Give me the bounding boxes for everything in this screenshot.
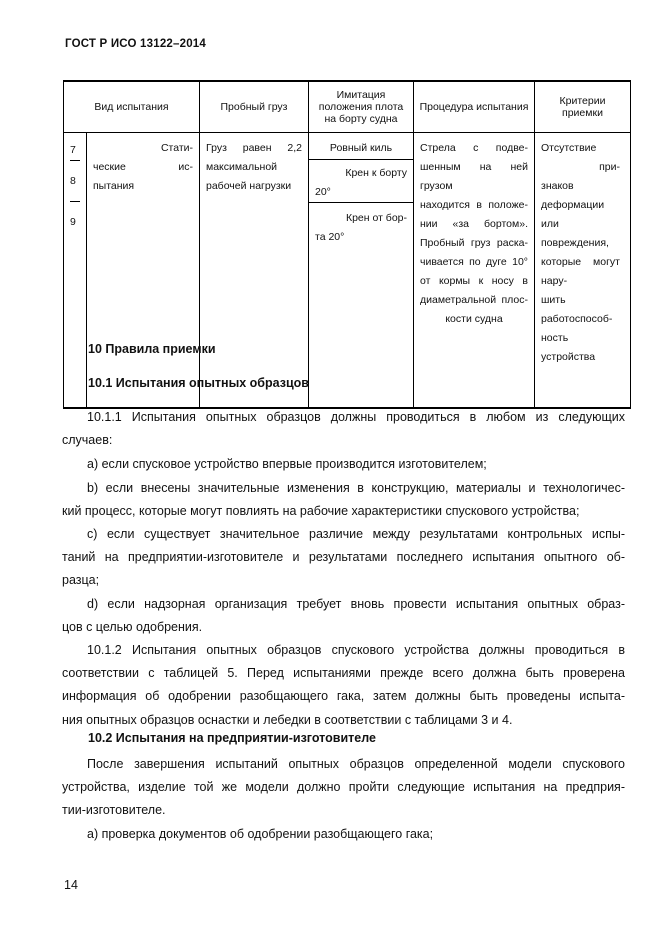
subsection-heading: 10.1 Испытания опытных образцов — [88, 376, 309, 390]
criteria-line: знаков деформации — [541, 180, 605, 211]
item-b — [62, 477, 625, 523]
row-number: 9 — [70, 216, 76, 228]
criteria-line: шить работоспособ- — [541, 294, 613, 325]
load-cell — [200, 133, 309, 409]
section-heading: 10 Правила приемки — [88, 342, 216, 356]
criteria-line: которые могут нару- — [541, 256, 620, 287]
procedure-line: от кормы к носу в — [420, 275, 528, 287]
text-line: цов с целью одобрения. — [62, 620, 203, 635]
imitation-line: Крен к борту — [345, 167, 407, 179]
text-line: 10.1.1 Испытания опытных образцов должны проводиться в любом из следующих — [87, 410, 625, 424]
text-line: случаев: — [62, 433, 113, 448]
imitation-line: 20° — [315, 186, 331, 198]
imitation-heel-to — [309, 160, 413, 203]
text-line: a) проверка документов об одобрении разобщающего гака; — [87, 827, 434, 841]
procedure-line: Пробный груз раска- — [420, 237, 528, 249]
procedure-line: нии «за бортом». — [420, 218, 528, 230]
test-type-line: пытания — [93, 180, 135, 192]
imitation-line: та 20° — [315, 231, 345, 243]
procedure-line: шенным на ней грузом — [420, 161, 528, 192]
col-criteria: Критерии приемки — [535, 81, 631, 133]
test-type-cell — [87, 133, 200, 409]
load-line: максимальной — [206, 161, 278, 173]
text-line: устройства, изделие той же модели должно пройти следующие испытания на предприя- — [62, 780, 625, 795]
row-number: 7 — [70, 133, 80, 161]
text-line: После завершения испытаний опытных образцов определенной модели спускового — [87, 757, 625, 771]
text-line: таний на предприятии-изготовителе и результатами последнего испытания опытного об- — [62, 550, 625, 565]
imitation-cell — [309, 133, 414, 409]
procedure-line: диаметральной плос- — [420, 294, 528, 306]
text-line: разца; — [62, 573, 100, 588]
text-line: b) если внесены значительные изменения в конструкцию, материалы и технологичес- — [87, 481, 625, 495]
item-a — [62, 453, 625, 476]
procedure-line: Стрела с подве- — [420, 142, 528, 154]
imitation-line: Ровный киль — [329, 142, 393, 154]
text-line: c) если существует значительное различие между результатами контрольных испы- — [87, 527, 625, 541]
procedure-line: находится в положе- — [420, 199, 528, 211]
text-line: ния опытных образцов оснастки и лебедки в соответствии с таблицами 3 и 4. — [62, 712, 513, 727]
col-load: Пробный груз — [200, 81, 309, 133]
criteria-line: ность устройства — [541, 332, 596, 363]
item-d — [62, 593, 625, 639]
paragraph-10-2 — [62, 753, 625, 823]
test-table — [63, 80, 631, 409]
text-line: информация об одобрении разобщающего гака, затем должны быть проведены испыта- — [62, 689, 625, 704]
load-line: Груз равен 2,2 — [206, 142, 302, 154]
procedure-line: кости судна — [445, 313, 503, 325]
text-line: кий процесс, которые могут повлиять на рабочие характеристики спускового устройства; — [62, 504, 580, 519]
item-c — [62, 523, 625, 593]
subsection-heading: 10.2 Испытания на предприятии-изготовителе — [88, 731, 376, 745]
row-numbers — [64, 133, 87, 409]
text-line: соответствии с таблицей 5. Перед испытаниями прежде всего должна быть проверена — [62, 666, 625, 681]
criteria-cell — [535, 133, 631, 409]
col-test-type: Вид испытания — [64, 81, 200, 133]
test-type-line: ческие ис- — [93, 161, 193, 173]
test-type-line: Стати- — [160, 142, 193, 154]
row-number: 8 — [70, 161, 80, 202]
criteria-line: или повреждения, — [541, 218, 609, 249]
imitation-level-keel — [309, 133, 413, 160]
paragraph-10-1-2 — [62, 639, 625, 732]
imitation-heel-from — [309, 203, 413, 300]
imitation-line: Крен от бор- — [345, 212, 407, 224]
document-code: ГОСТ Р ИСО 13122–2014 — [65, 38, 206, 50]
criteria-line: Отсутствие при- — [541, 142, 620, 173]
paragraph-10-1-1 — [62, 406, 625, 452]
text-line: тии-изготовителе. — [62, 803, 166, 818]
procedure-cell — [414, 133, 535, 409]
item-10-2-a — [62, 823, 625, 846]
col-imitation: Имитация положения плота на борту судна — [309, 81, 414, 133]
col-procedure: Процедура испытания — [414, 81, 535, 133]
load-line: рабочей нагрузки — [206, 180, 292, 192]
text-line: a) если спусковое устройство впервые производится изготовителем; — [87, 457, 487, 471]
page-number: 14 — [64, 878, 78, 892]
text-line: d) если надзорная организация требует вновь провести испытания опытных образ- — [87, 597, 625, 611]
procedure-line: чивается по дуге 10° — [420, 256, 528, 268]
text-line: 10.1.2 Испытания опытных образцов спускового устройства должны проводиться в — [87, 643, 625, 657]
